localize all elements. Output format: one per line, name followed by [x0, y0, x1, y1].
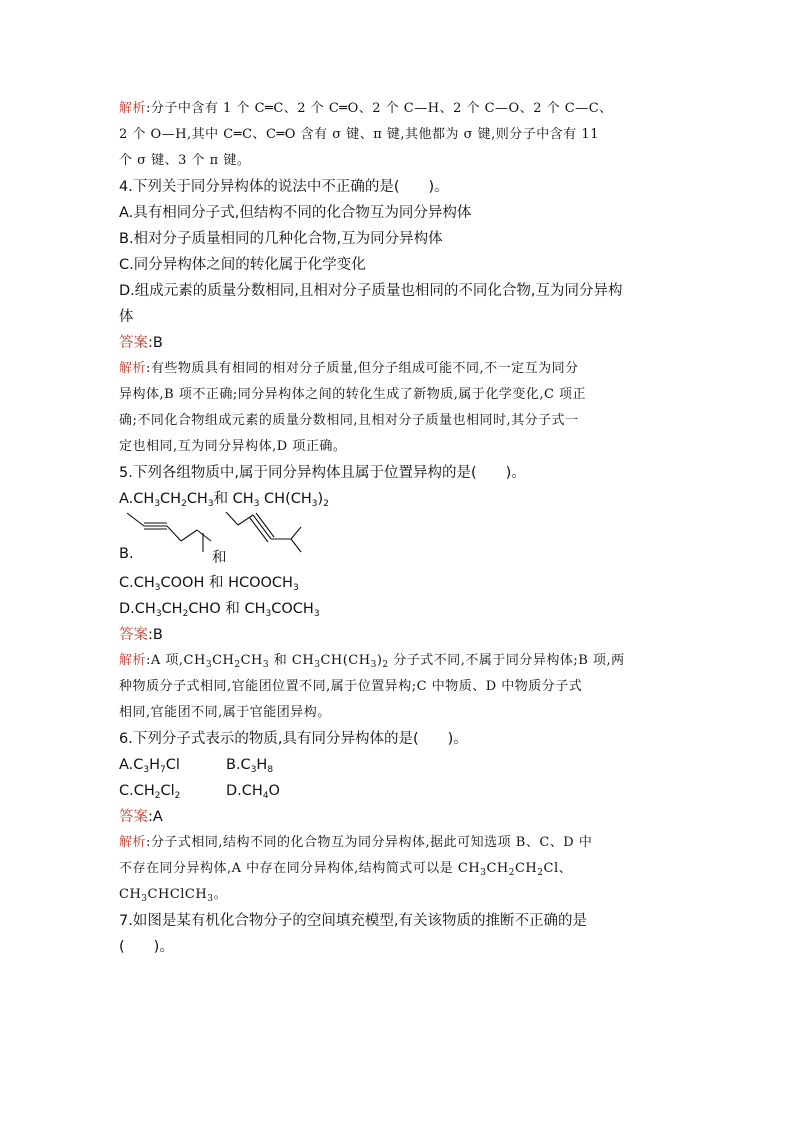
analysis-label: 解析: [119, 835, 147, 850]
q4-option-a: A.具有相同分子式,但结构不同的化合物互为同分异构体: [119, 205, 472, 221]
q3-analysis-line-2: 2 个 O—H,其中 C═C、C═O 含有 σ 键、π 键,其他都为 σ 键,则分子中含有 11: [119, 127, 599, 142]
answer-label: 答案: [119, 335, 148, 351]
q4-option-d-line-2: 体: [119, 309, 134, 325]
document-content: [119, 96, 679, 960]
q5-analysis-line-2: 种物质分子式相同,官能团位置不同,属于位置异构;C 中物质、D 中物质分子式: [119, 679, 583, 694]
q4-analysis-line-3: 确;不同化合物组成元素的质量分数相同,且相对分子质量也相同时,其分子式一: [119, 413, 579, 428]
q6-analysis-line-2: 不存在同分异构体,A 中存在同分异构体,结构简式可以是 $CH_3CH_2CH_2Cl$、: [119, 861, 573, 878]
q3-analysis-line-1: [119, 96, 679, 122]
q6-analysis-line-1: [119, 830, 679, 856]
q6-option-c: $C.CH_2Cl_2$: [119, 783, 181, 801]
analysis-text: :分子式相同,结构不同的化合物互为同分异构体,据此可知选项 B、C、D 中: [146, 835, 593, 850]
q5-analysis-line-1: 解析:A 项$,CH_3CH_2CH_3$ 和 $CH_3CH(CH_3)_2$ 分子式不同,不属于同分异构体;B 项,两: [119, 653, 625, 670]
q6-option-d: $D.CH_4O$: [226, 783, 280, 801]
q6-options-row-2: [119, 778, 679, 804]
analysis-text: :有些物质具有相同的相对分子质量,但分子组成可能不同,不一定互为同分: [146, 361, 579, 376]
answer-value: :B: [148, 335, 163, 351]
q5-option-b-structures: [119, 512, 679, 570]
q6-stem: 6.下列分子式表示的物质,具有同分异构体的是( )。: [119, 731, 468, 747]
q4-option-b: B.相对分子质量相同的几种化合物,互为同分异构体: [119, 231, 443, 247]
q5-stem: 5.下列各组物质中,属于同分异构体且属于位置异构的是( )。: [119, 465, 526, 481]
q4-analysis-line-1: [119, 356, 679, 382]
analysis-label: 解析: [119, 653, 147, 668]
q3-analysis-line-3: 个 σ 键、3 个 π 键。: [119, 153, 251, 168]
answer-value: :A: [148, 809, 163, 825]
q6-answer: [119, 804, 679, 830]
q6-option-a: $A.C_3H_7Cl$: [119, 757, 180, 775]
skeletal-formula-diagram: [119, 512, 339, 570]
analysis-label: 解析: [119, 101, 147, 116]
q5-option-b-prefix: B.: [119, 546, 134, 562]
q7-stem-line-2: ( )。: [119, 939, 174, 955]
q4-option-d-line-1: D.组成元素的质量分数相同,且相对分子质量也相同的不同化合物,互为同分异构: [119, 283, 623, 299]
answer-label: 答案: [119, 627, 148, 643]
analysis-text: :分子中含有 1 个 C═C、2 个 C═O、2 个 C—H、2 个 C—O、2 个 C—C、: [146, 101, 613, 116]
q7-stem-line-1: 7.如图是某有机化合物分子的空间填充模型,有关该物质的推断不正确的是: [119, 913, 587, 929]
q4-option-c: C.同分异构体之间的转化属于化学变化: [119, 257, 366, 273]
q4-answer: [119, 330, 679, 356]
q5-option-b-and: 和: [212, 550, 227, 566]
q6-options-row-1: [119, 752, 679, 778]
q5-analysis-line-3: 相同,官能团不同,属于官能团异构。: [119, 705, 331, 720]
q4-stem: 4.下列关于同分异构体的说法中不正确的是( )。: [119, 179, 449, 195]
molecule-1-skeleton: [127, 513, 211, 552]
analysis-label: 解析: [119, 361, 147, 376]
q6-analysis-line-3: $CH_3CHClCH_3$。: [119, 887, 227, 904]
q5-option-a: $A.CH_3CH_2CH_3$和 $CH_3$ $CH(CH_3)_2$: [119, 491, 329, 509]
answer-label: 答案: [119, 809, 148, 825]
q4-analysis-line-4: 定也相同,互为同分异构体,D 项正确。: [119, 439, 347, 454]
q5-answer: [119, 622, 679, 648]
q5-option-c: $C.CH_3COOH$ 和 $HCOOCH_3$: [119, 575, 299, 593]
answer-value: :B: [148, 627, 163, 643]
molecule-2-skeleton: [226, 512, 301, 552]
q6-option-b: $B.C_3H_8$: [226, 757, 274, 775]
q5-option-d: $D.CH_3CH_2CHO$ 和 $CH_3COCH_3$: [119, 601, 320, 619]
q4-analysis-line-2: 异构体,B 项不正确;同分异构体之间的转化生成了新物质,属于化学变化,C 项正: [119, 387, 587, 402]
